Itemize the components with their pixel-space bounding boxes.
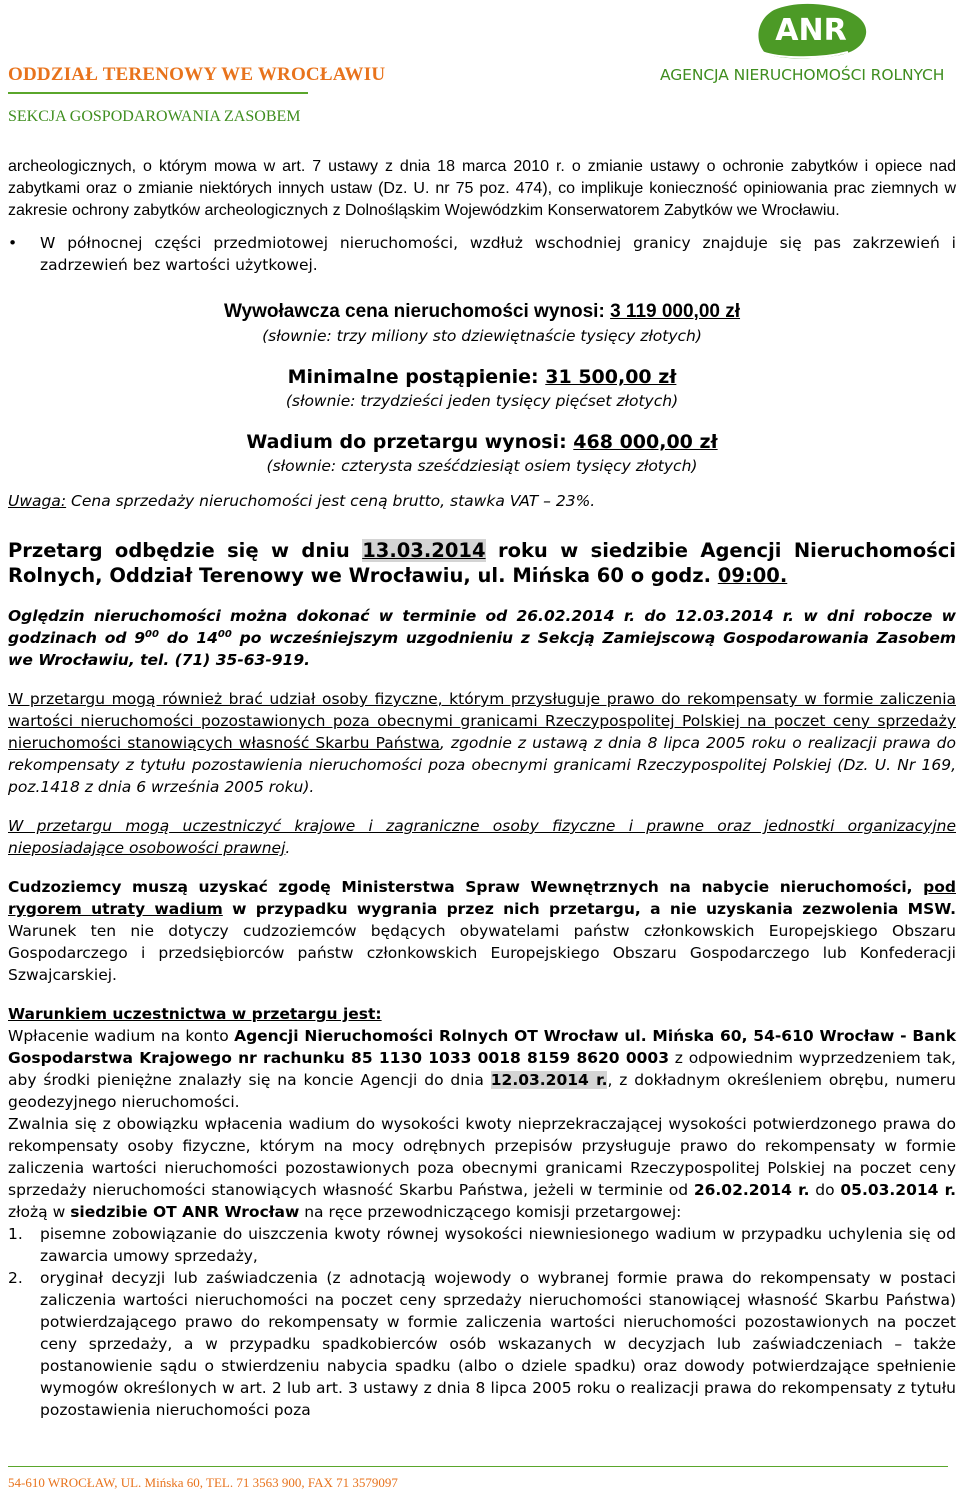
vat-note-text: Cena sprzedaży nieruchomości jest ceną brutto, stawka VAT – 23%. — [66, 492, 596, 510]
footer-divider — [8, 1466, 948, 1467]
starting-price-label: Wywoławcza cena nieruchomości wynosi: — [223, 301, 605, 322]
starting-price — [8, 299, 956, 325]
exemption-paragraph — [8, 1113, 956, 1223]
list-item-number: 2. — [8, 1269, 23, 1287]
payment-mid: z odpowiednim wyprzedzeniem tak, aby środki pieniężne znalazły się na koncie Agencji do dnia — [8, 1049, 956, 1089]
exemption-to: 05.03.2014 r. — [840, 1181, 957, 1199]
foreigners-bold-underlined: pod rygorem utraty wadium — [8, 878, 956, 918]
auction-pre: Przetarg odbędzie się w dniu — [8, 539, 363, 562]
inspection-part-3: po wcześniejszym uzgodnieniu z Sekcją Zamiejscową Gospodarowania Zasobem we Wrocławiu, tel. (71) 35-63-919. — [8, 629, 957, 669]
deposit — [8, 429, 956, 455]
section-title: SEKCJA GOSPODAROWANIA ZASOBEM — [8, 108, 301, 125]
payment-pre: Wpłacenie wadium na konto — [8, 1027, 235, 1045]
exemption-place: siedzibie OT ANR Wrocław — [70, 1203, 300, 1221]
vat-note-label: Uwaga: — [8, 492, 67, 510]
inspection-info — [8, 605, 956, 671]
inspection-part-1: Oględzin nieruchomości można dokonać w terminie od 26.02.2014 r. do 12.03.2014 r. w dni robocze w godzinach od 9 — [8, 607, 956, 647]
starting-price-value: 3 119 000,00 zł — [610, 301, 741, 322]
min-bid-words: (słownie: trzydzieści jeden tysięcy pięćset złotych) — [285, 392, 679, 410]
auction-date: 13.03.2014 — [362, 539, 486, 562]
exemption-mid: złożą w — [8, 1203, 71, 1221]
list-item — [8, 1267, 956, 1421]
page-footer: 54-610 WROCŁAW, UL. Mińska 60, TEL. 71 3563 900, FAX 71 3579097 — [8, 1475, 398, 1490]
compensation-underlined: W przetargu mogą również brać udział osoby fizyczne, którym przysługuje prawo do rekompensaty w formie zaliczenia wartości nieruchomości pozostawionych poza obecnymi granicami Rzeczypospolitej Polskiej na poczet ceny sprzedaży nieruchomości stanowiących własność Skarbu Państwa — [8, 690, 956, 752]
exemption-pre: Zwalnia się z obowiązku wpłacenia wadium do wysokości kwoty nieprzekraczającej wysokości potwierdzonego prawa do rekompensaty osoby fizyczne, którym na mocy odrębnych przepisów przysługuje prawo do rekompensaty w formie zaliczenia wartości nieruchomości pozostawionych poza obecnymi granicami Rzeczypospolitej Polskiej na poczet ceny sprzedaży nieruchomości stanowiących własność Skarbu Państwa, jeżeli w terminie od — [8, 1115, 956, 1199]
min-bid-label: Minimalne postąpienie: — [287, 366, 539, 388]
auction-post: roku w siedzibie Agencji Nieruchomości Rolnych, Oddział Terenowy we Wrocławiu, ul. Mińska 60 o godz. — [8, 539, 956, 587]
conditions-heading — [8, 1003, 956, 1025]
eligibility-underlined: W przetargu mogą uczestniczyć krajowe i zagraniczne osoby fizyczne i prawne oraz jednostki organizacyjne nieposiadające osobowości prawnej — [8, 817, 956, 857]
price-block — [8, 299, 956, 477]
header-divider — [8, 92, 308, 94]
inspection-part-2: do 14 — [158, 629, 218, 647]
anr-logo — [748, 2, 874, 60]
auction-info — [8, 538, 956, 588]
exemption-do: do — [809, 1181, 841, 1199]
requirements-list — [8, 1223, 956, 1421]
inspection-sup-2: 00 — [217, 628, 232, 640]
page-header — [0, 0, 960, 140]
payment-deadline: 12.03.2014 r. — [490, 1071, 608, 1089]
list-item-text: oryginał decyzji lub zaświadczenia (z adnotacją wojewody o wybranej formie prawa do rekompensaty w postaci zaliczenia wartości nieruchomości na poczet ceny sprzedaży nieruchomości stanowiącej własność Skarbu Państwa) potwierdzającego prawo do rekompensaty w formie zaliczenia wartości nieruchomości pozostawionych na poczet ceny sprzedaży, a w przypadku spadkobierców osób wskazanych w decyzjach lub zaświadczeniach – także postanowienie sądu o stwierdzeniu nabycia spadku (albo o dziele spadku) oraz dowody potwierdzające spełnienie wymogów określonych w art. 2 lub art. 3 ustawy z dnia 8 lipca 2005 roku o realizacji prawa do rekompensaty z tytułu pozostawienia nieruchomości poza — [40, 1269, 956, 1419]
auction-time: 09:00. — [717, 564, 788, 587]
exemption-from: 26.02.2014 r. — [693, 1181, 810, 1199]
conditions-heading-text: Warunkiem uczestnictwa w przetargu jest: — [8, 1005, 382, 1023]
foreigners-rest: Warunek ten nie dotyczy cudzoziemców będących obywatelami państw członkowskich Europejskiego Obszaru Gospodarczego i przedsiębiorców państw członkowskich Europejskiego Obszaru Gospodarczego lub Konfederacji Szwajcarskiej. — [8, 922, 956, 984]
eligibility-end: . — [285, 839, 291, 857]
inspection-sup-1: 00 — [145, 628, 159, 640]
min-bid — [8, 364, 956, 390]
compensation-paragraph — [8, 688, 956, 798]
deposit-label: Wadium do przetargu wynosi: — [246, 431, 567, 453]
foreigners-paragraph — [8, 876, 956, 986]
list-item-number: 1. — [8, 1225, 23, 1243]
logo-text: ANR — [775, 13, 847, 48]
bullet-mark: • — [8, 234, 18, 252]
eligibility-paragraph — [8, 815, 956, 859]
min-bid-value: 31 500,00 zł — [545, 366, 677, 388]
intro-paragraph: archeologicznych, o którym mowa w art. 7 ustawy z dnia 18 marca 2010 r. o zmianie ustawy o ochronie zabytków i opiece nad zabytkami oraz o zmianie niektórych innych ustaw (Dz. U. nr 75 poz. 474), co implikuje konieczność opiniowania prac ziemnych w zakresie ochrony zabytków archeologicznych z Dolnośląskim Wojewódzkim Konserwatorem Zabytków we Wrocławiu. — [8, 158, 956, 219]
office-title: ODDZIAŁ TERENOWY WE WROCŁAWIU — [8, 64, 386, 85]
compensation-rest: , zgodnie z ustawą z dnia 8 lipca 2005 roku o realizacji prawa do rekompensaty z tytułu pozostawienia nieruchomości poza obecnymi granicami Rzeczypospolitej Polskiej (Dz. U. Nr 169, poz.1418 z dnia 6 września 2005 roku). — [8, 734, 956, 796]
deposit-words: (słownie: czterysta sześćdziesiąt osiem tysięcy złotych) — [266, 457, 698, 475]
vat-note — [8, 490, 956, 512]
list-item — [8, 1223, 956, 1267]
starting-price-words: (słownie: trzy miliony sto dziewiętnaście tysięcy złotych) — [262, 327, 702, 345]
agency-name: AGENCJA NIERUCHOMOŚCI ROLNYCH — [660, 66, 945, 84]
foreigners-bold-2: w przypadku wygrania przez nich przetargu, a nie uzyskania zezwolenia MSW. — [222, 900, 956, 918]
foreigners-bold-1: Cudzoziemcy muszą uzyskać zgodę Ministerstwa Spraw Wewnętrznych na nabycie nieruchomości, — [8, 878, 924, 896]
list-item-text: pisemne zobowiązanie do uiszczenia kwoty równej wysokości niewniesionego wadium w przypadku uchylenia się od zawarcia umowy sprzedaży, — [40, 1225, 956, 1265]
exemption-end: na ręce przewodniczącego komisji przetargowej: — [299, 1203, 682, 1221]
bullet-item — [8, 232, 956, 276]
payment-paragraph — [8, 1025, 956, 1113]
document-body — [8, 156, 956, 1421]
payment-account: Agencji Nieruchomości Rolnych OT Wrocław ul. Mińska 60, 54-610 Wrocław - Bank Gospodarstwa Krajowego nr rachunku 85 1130 1033 0018 8159 8620 0003 — [8, 1027, 957, 1067]
deposit-value: 468 000,00 zł — [573, 431, 718, 453]
bullet-text: W północnej części przedmiotowej nieruchomości, wzdłuż wschodniej granicy znajduje się pas zakrzewień i zadrzewień bez wartości użytkowej. — [40, 234, 956, 274]
payment-end: , z dokładnym określeniem obrębu, numeru geodezyjnego nieruchomości. — [8, 1071, 956, 1111]
